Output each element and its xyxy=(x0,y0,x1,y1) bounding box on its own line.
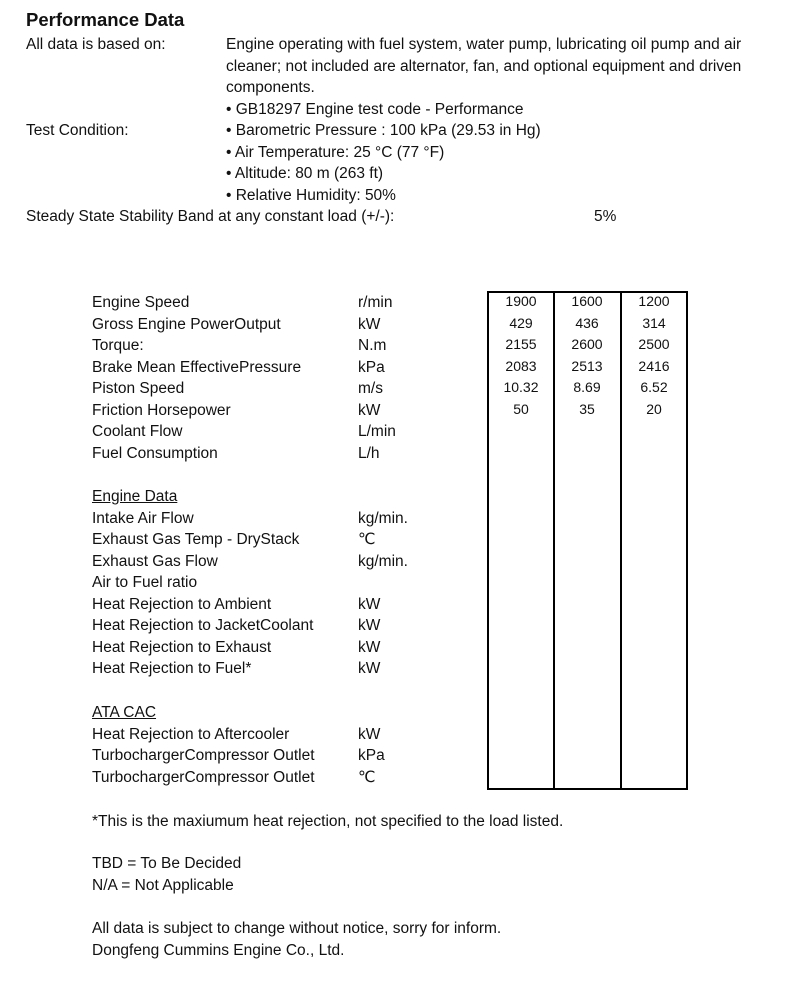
row-label: Torque: xyxy=(92,337,144,354)
row-unit: N.m xyxy=(358,337,387,354)
row-unit: ℃ xyxy=(358,531,376,548)
table-cell: 10.32 xyxy=(503,379,539,395)
based-on-line: components. xyxy=(226,79,315,96)
test-condition-label: Test Condition: xyxy=(26,122,129,139)
row-unit: kW xyxy=(358,617,381,634)
table-cell: 1900 xyxy=(505,293,537,309)
row-unit: m/s xyxy=(358,380,383,397)
stability-value: 5% xyxy=(594,208,617,225)
table-cell: 50 xyxy=(513,400,529,417)
row-label: Friction Horsepower xyxy=(92,401,231,419)
page-title: Performance Data xyxy=(26,9,185,30)
table-cell: 1200 xyxy=(638,293,670,309)
row-label: Heat Rejection to Ambient xyxy=(92,595,272,613)
row-label: Fuel Consumption xyxy=(92,444,218,462)
row-label: Intake Air Flow xyxy=(92,509,194,527)
table-cell: 8.69 xyxy=(573,379,601,395)
table-cell: 436 xyxy=(575,314,599,331)
company-name: Dongfeng Cummins Engine Co., Ltd. xyxy=(92,942,345,959)
table-cell: 314 xyxy=(642,314,666,331)
disclaimer: All data is subject to change without notice, sorry for inform. xyxy=(92,920,502,937)
row-label: Air to Fuel ratio xyxy=(92,574,198,591)
table-cell: 1600 xyxy=(571,293,603,309)
row-label: TurbochargerCompressor Outlet xyxy=(92,768,315,786)
row-unit: ℃ xyxy=(358,768,376,786)
row-unit: kPa xyxy=(358,747,385,764)
row-unit: kg/min. xyxy=(358,552,408,570)
row-unit: kW xyxy=(358,595,381,613)
stability-label: Steady State Stability Band at any constant load (+/-): xyxy=(26,208,395,225)
row-unit: L/min xyxy=(358,423,396,440)
table-cell: 2513 xyxy=(571,357,603,374)
row-unit: kPa xyxy=(358,358,385,376)
row-label: Heat Rejection to Fuel* xyxy=(92,660,252,677)
table-cell: 2155 xyxy=(505,336,537,352)
row-unit: r/min xyxy=(358,294,393,311)
table-cell: 2500 xyxy=(638,336,670,352)
test-condition: • Relative Humidity: 50% xyxy=(226,186,396,204)
row-label: Exhaust Gas Flow xyxy=(92,552,218,570)
footnote: *This is the maxiumum heat rejection, not specified to the load listed. xyxy=(92,813,564,830)
row-label: Brake Mean EffectivePressure xyxy=(92,358,302,376)
row-unit: kW xyxy=(358,725,381,743)
table-cell: 35 xyxy=(579,400,595,417)
section-heading-ata-cac: ATA CAC xyxy=(92,704,157,721)
note-tbd: TBD = To Be Decided xyxy=(92,855,242,872)
table-cell: 2083 xyxy=(505,357,537,374)
row-label: Heat Rejection to Aftercooler xyxy=(92,725,290,743)
row-label: Exhaust Gas Temp - DryStack xyxy=(92,531,300,548)
row-label: Heat Rejection to JacketCoolant xyxy=(92,617,314,634)
table-cell: 6.52 xyxy=(640,379,668,395)
row-unit: kW xyxy=(358,315,381,333)
row-unit: kW xyxy=(358,401,381,419)
table-cell: 429 xyxy=(509,314,533,331)
test-code: • GB18297 Engine test code - Performance xyxy=(226,100,524,118)
section-heading-engine-data: Engine Data xyxy=(92,488,178,505)
row-label: Coolant Flow xyxy=(92,423,183,440)
row-unit: kg/min. xyxy=(358,509,408,527)
based-on-line: cleaner; not included are alternator, fan, and optional equipment and driven xyxy=(226,57,742,75)
row-label: TurbochargerCompressor Outlet xyxy=(92,747,315,764)
based-on-line: Engine operating with fuel system, water pump, lubricating oil pump and air xyxy=(226,36,742,53)
test-condition: • Barometric Pressure : 100 kPa (29.53 in Hg) xyxy=(226,122,541,139)
row-label: Heat Rejection to Exhaust xyxy=(92,638,272,656)
based-on-label: All data is based on: xyxy=(26,36,166,53)
table-cell: 20 xyxy=(646,400,662,417)
row-label: Gross Engine PowerOutput xyxy=(92,315,281,333)
table-border-bottom xyxy=(487,788,688,790)
table-cell: 2416 xyxy=(638,357,670,374)
test-condition: • Altitude: 80 m (263 ft) xyxy=(226,165,384,182)
row-label: Piston Speed xyxy=(92,380,185,397)
test-condition: • Air Temperature: 25 °C (77 °F) xyxy=(226,143,445,161)
row-unit: L/h xyxy=(358,444,380,462)
row-label: Engine Speed xyxy=(92,294,190,311)
row-unit: kW xyxy=(358,638,381,656)
table-cell: 2600 xyxy=(571,336,603,352)
note-na: N/A = Not Applicable xyxy=(92,877,234,894)
row-unit: kW xyxy=(358,660,381,677)
